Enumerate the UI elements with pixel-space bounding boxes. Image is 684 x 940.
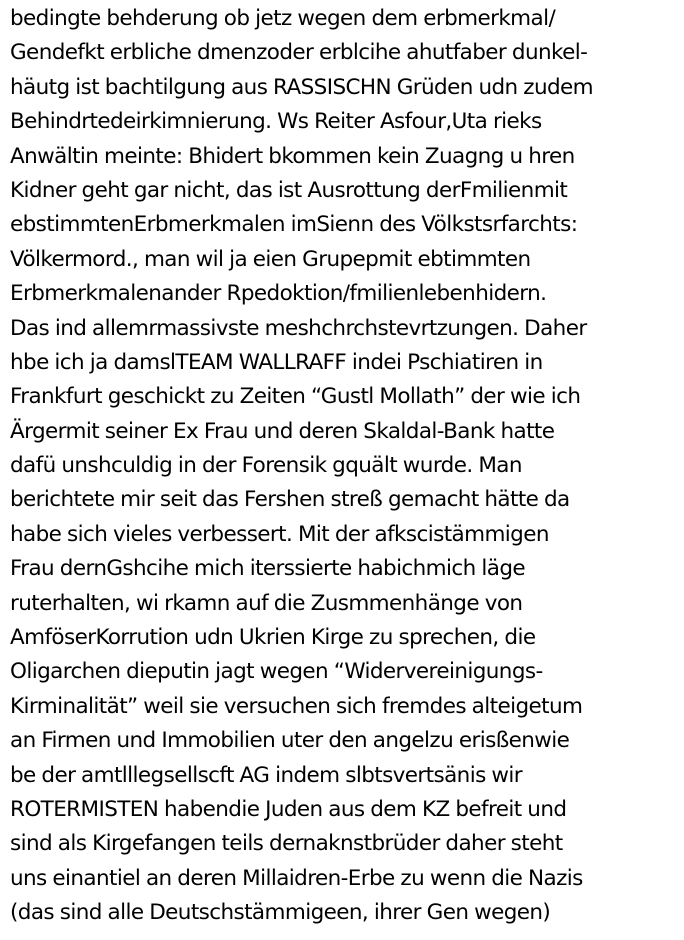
text-line: be der amtlllegsellscft AG indem slbtsvertsänis wir bbox=[10, 762, 523, 788]
text-line: Völkermord., man wil ja eien Grupepmit ebtimmten bbox=[10, 246, 531, 272]
text-line: an Firmen und Immobilien uter den angelzu erisßenwie bbox=[10, 728, 570, 754]
text-line: hbe ich ja damslTEAM WALLRAFF indei Pschiatiren in bbox=[10, 349, 543, 375]
text-line: sind als Kirgefangen teils dernaknstbrüder daher steht bbox=[10, 831, 563, 857]
text-line: Anwältin meinte: Bhidert bkommen kein Zuagng u hren bbox=[10, 143, 575, 169]
text-line: Erbmerkmalenander Rpedoktion/fmilienlebenhidern. bbox=[10, 281, 547, 307]
text-line: Ärgermit seiner Ex Frau und deren Skaldal-Bank hatte bbox=[10, 418, 555, 444]
text-line: Kidner geht gar nicht, das ist Ausrottung derFmilienmit bbox=[10, 177, 568, 203]
text-line: Gendefkt erbliche dmenzoder erblcihe ahutfaber dunkel- bbox=[10, 40, 588, 66]
text-line: bedingte behderung ob jetz wegen dem erbmerkmal/ bbox=[10, 6, 556, 31]
text-line: Behindrtedeirkimnierung. Ws Reiter Asfour,Uta rieks bbox=[10, 109, 542, 135]
text-line: habe sich vieles verbessert. Mit der afkscistämmigen bbox=[10, 521, 549, 547]
text-line: dafü unshculdig in der Forensik gquält wurde. Man bbox=[10, 453, 522, 479]
text-line: Oligarchen dieputin jagt wegen “Widervereinigungs- bbox=[10, 659, 543, 685]
text-line: ruterhalten, wi rkamn auf die Zusmmenhänge von bbox=[10, 590, 523, 616]
text-line: AmföserKorrution udn Ukrien Kirge zu sprechen, die bbox=[10, 625, 536, 651]
text-line: (das sind alle Deutschstämmigeen, ihrer Gen wegen) bbox=[10, 900, 551, 926]
text-line: Frankfurt geschickt zu Zeiten “Gustl Mollath” der wie ich bbox=[10, 384, 581, 410]
text-line: Frau dernGshcihe mich iterssierte habichmich läge bbox=[10, 556, 526, 582]
text-line: ebstimmtenErbmerkmalen imSienn des Völkstsrfarchts: bbox=[10, 212, 578, 238]
text-line: Kirminalität” weil sie versuchen sich fremdes alteigetum bbox=[10, 693, 583, 719]
text-line: uns einantiel an deren Millaidren-Erbe zu wenn die Nazis bbox=[10, 865, 583, 891]
text-line: ROTERMISTEN habendie Juden aus dem KZ befreit und bbox=[10, 796, 567, 822]
body-text bbox=[10, 2, 682, 931]
text-line: häutg ist bachtilgung aus RASSISCHN Grüden udn zudem bbox=[10, 74, 594, 100]
text-line: Das ind allemrmassivste meshchrchstevrtzungen. Daher bbox=[10, 315, 587, 341]
text-line: berichtete mir seit das Fershen streß gemacht hätte da bbox=[10, 487, 570, 513]
